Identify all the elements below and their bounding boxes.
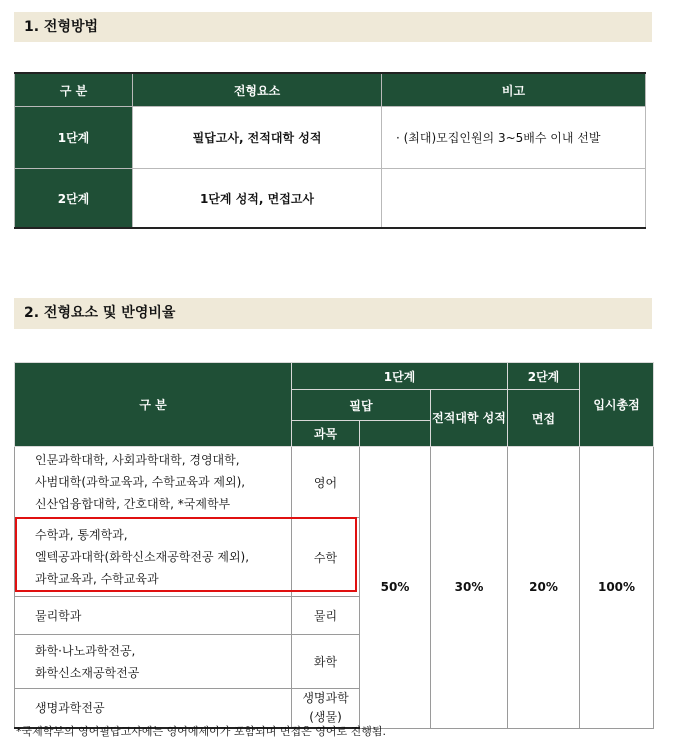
college-line: 사범대학(과학교육과, 수학교육과 제외), (35, 475, 246, 489)
header-total: 입시총점 (580, 363, 654, 447)
subject-biology: 생명과학 (생물) (292, 689, 360, 729)
ratio-total: 100% (580, 447, 654, 729)
college-line: 화학신소재공학전공 (35, 665, 140, 680)
college-line: 과학교육과, 수학교육과 (35, 572, 159, 586)
subject-math: 수학 (292, 518, 360, 597)
ratio-transcript: 30% (431, 447, 508, 729)
section-title-method: 1. 전형방법 (14, 12, 652, 42)
subject-physics: 물리 (292, 597, 360, 635)
college-list-math (15, 518, 292, 597)
header-stage-2: 2단계 (508, 363, 580, 390)
subject-english: 영어 (292, 447, 360, 518)
college-list-physics (15, 597, 292, 635)
header-interview: 면접 (508, 390, 580, 447)
college-line: 엘텍공과대학(화학신소재공학전공 제외), (35, 550, 250, 564)
college-line: 화학·나노과학전공, (35, 643, 136, 658)
college-line: 인문과학대학, 사회과학대학, 경영대학, (35, 453, 240, 467)
stage-1-label: 1단계 (15, 107, 133, 169)
stage-1-note: · (최대)모집인원의 3~5배수 이내 선발 (382, 107, 646, 169)
header-stage-1: 1단계 (292, 363, 508, 390)
section-title-ratio: 2. 전형요소 및 반영비율 (14, 298, 652, 329)
header-subject: 과목 (292, 421, 360, 447)
college-line: 물리학과 (35, 608, 82, 623)
college-line: 생명과학전공 (35, 701, 105, 715)
header-written: 필답 (292, 390, 431, 421)
header-transcript: 전적대학 성적 (431, 390, 508, 447)
ratio-interview: 20% (508, 447, 580, 729)
header-element: 전형요소 (133, 73, 382, 107)
stage-1-element: 필답고사, 전적대학 성적 (133, 107, 382, 169)
screening-method-table (14, 72, 646, 229)
stage-2-element: 1단계 성적, 면접고사 (133, 169, 382, 229)
footnote: *국제학부의 영어필답고사에는 영어에세이가 포함되며 면접은 영어로 진행됨. (16, 725, 387, 738)
ratio-written: 50% (360, 447, 431, 729)
subject-chemistry: 화학 (292, 635, 360, 689)
header-note: 비고 (382, 73, 646, 107)
college-list-chemistry (15, 635, 292, 689)
header-category: 구 분 (15, 73, 133, 107)
stage-2-label: 2단계 (15, 169, 133, 229)
college-list-english (15, 447, 292, 518)
college-line: 신산업융합대학, 간호대학, *국제학부 (35, 497, 231, 511)
stage-2-note (382, 169, 646, 229)
ratio-table (14, 362, 654, 729)
college-line: 수학과, 통계학과, (35, 528, 128, 542)
header-category: 구 분 (15, 363, 292, 447)
header-blank (360, 421, 431, 447)
